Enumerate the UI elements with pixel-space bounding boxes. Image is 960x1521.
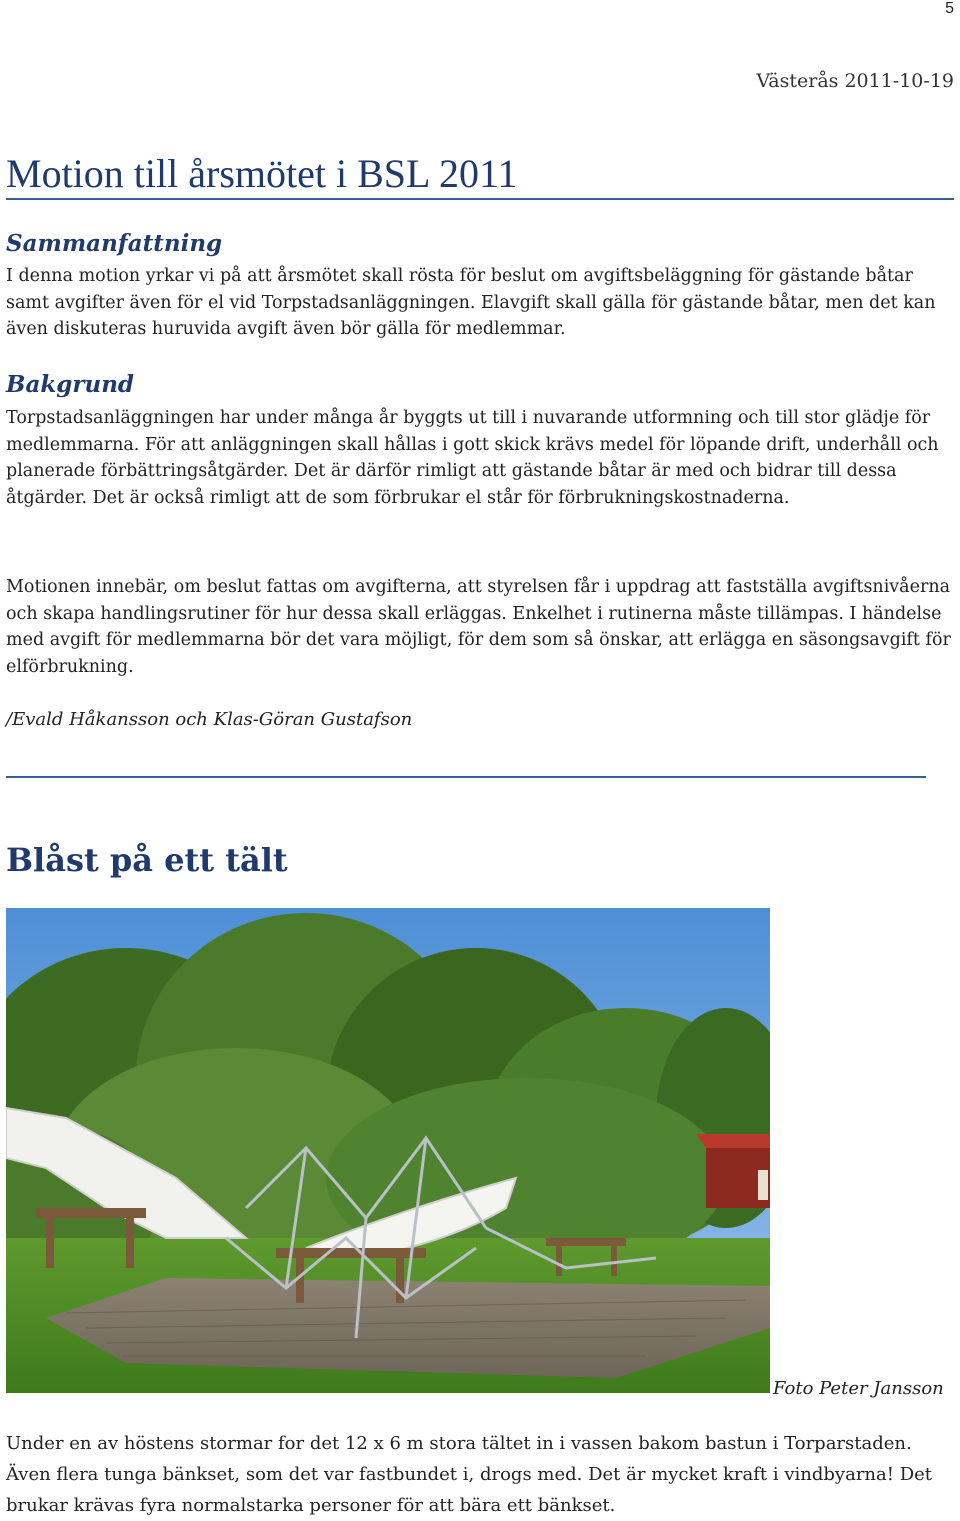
photo-caption: Foto Peter Jansson xyxy=(773,1378,944,1399)
tent-heading: Blåst på ett tält xyxy=(6,841,288,879)
background-heading: Bakgrund xyxy=(6,371,135,398)
page-title: Motion till årsmötet i BSL 2011 xyxy=(6,151,518,196)
document-date: Västerås 2011-10-19 xyxy=(756,70,954,92)
section-divider xyxy=(6,776,926,778)
background-paragraph: Torpstadsanläggningen har under många år byggts ut till i nuvarande utformning och till stor glädje för medlemmarna. För att anläggningen skall hållas i gott skick krävs medel för löpande drift, underhåll och planerade förbättringsåtgärder. Det är därför rimligt att gästande båtar är med och bidrar till dessa åtgärder. Det är också rimligt att de som förbrukar el står för förbrukningskostnaderna. xyxy=(6,408,939,508)
page-number: 5 xyxy=(945,0,954,17)
proposal-paragraph: Motionen innebär, om beslut fattas om avgifterna, att styrelsen får i uppdrag att fastställa avgiftsnivåerna och skapa handlingsrutiner för hur dessa skall erläggas. Enkelhet i rutinerna måste tillämpas. I händelse med avgift för medlemmarna bör det vara möjligt, för dem som så önskar, att erlägga en säsongsavgift för elförbrukning. xyxy=(6,577,951,677)
storm-damaged-tent-photo xyxy=(6,908,770,1393)
summary-heading: Sammanfattning xyxy=(6,230,223,257)
signature: /Evald Håkansson och Klas-Göran Gustafson xyxy=(6,709,413,730)
title-rule xyxy=(6,150,954,200)
tent-paragraph: Under en av höstens stormar for det 12 x 6 m stora tältet in i vassen bakom bastun i Torparstaden. Även flera tunga bänkset, som det var fastbundet i, drogs med. Det är mycket kraft i vindbyarna! Det brukar krävas fyra normalstarka personer för att bära ett bänkset. xyxy=(6,1433,933,1516)
summary-paragraph: I denna motion yrkar vi på att årsmötet skall rösta för beslut om avgiftsbeläggning för gästande båtar samt avgifter även för el vid Torpstadsanläggningen. Elavgift skall gälla för gästande båtar, men det kan även diskuteras huruvida avgift även bör gälla för medlemmar. xyxy=(6,266,936,339)
